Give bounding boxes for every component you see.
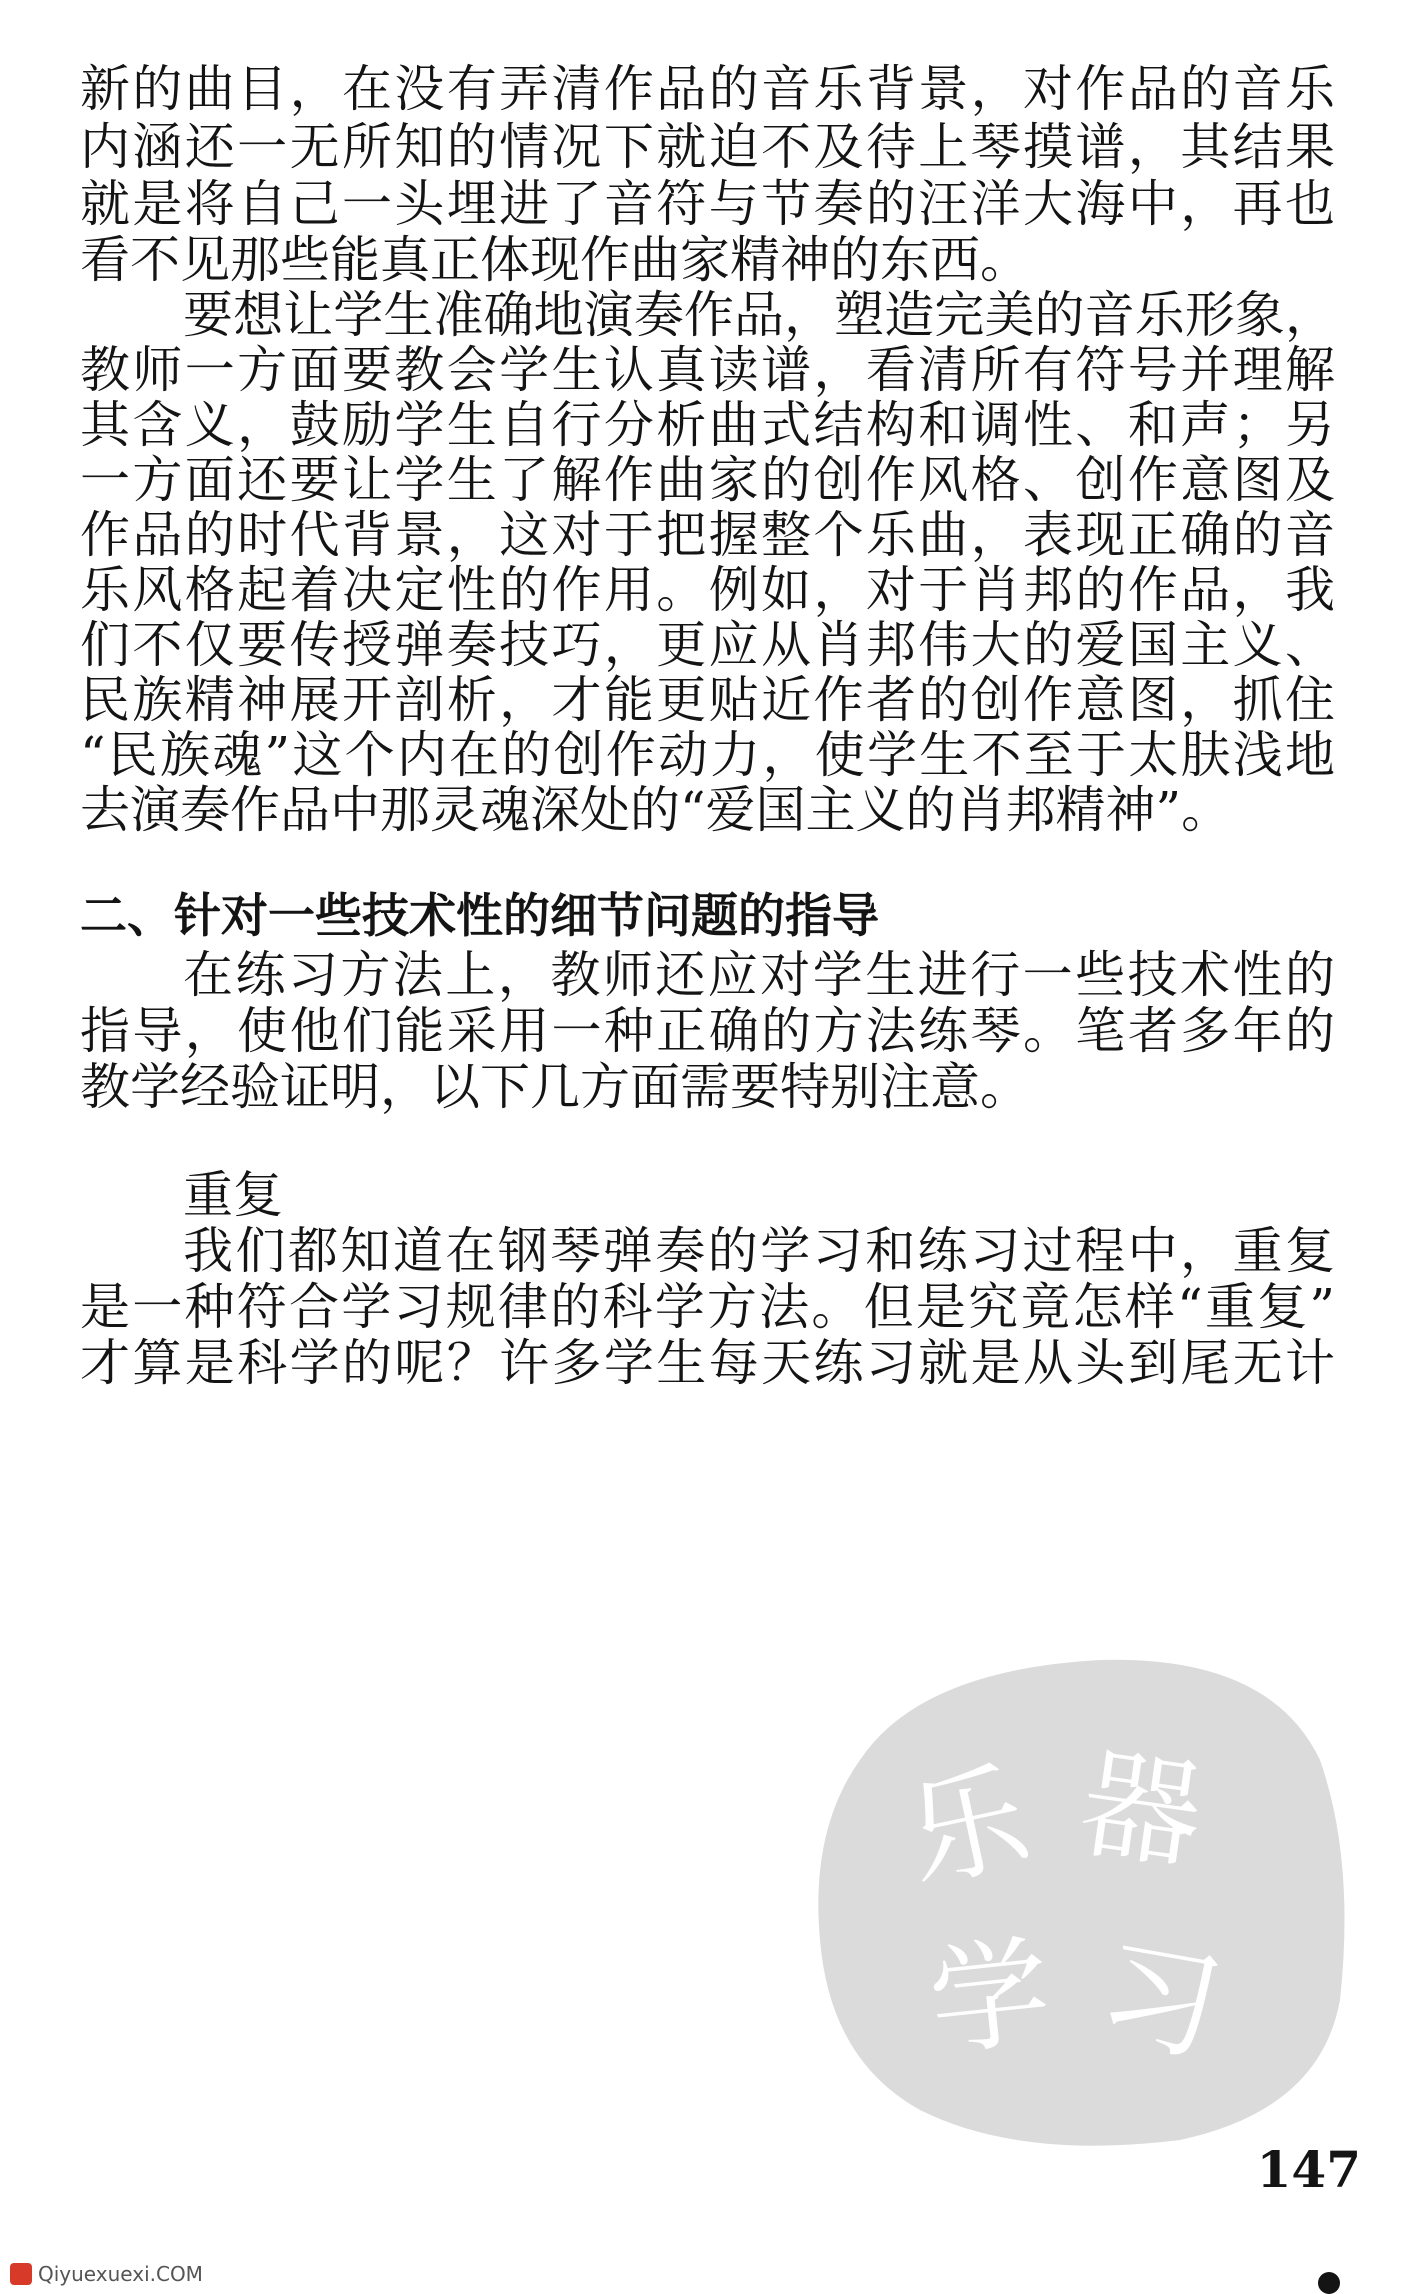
svg-text:乐: 乐 xyxy=(894,1747,1041,1909)
text-line: 一方面还要让学生了解作曲家的创作风格、创作意图及 xyxy=(80,451,1335,509)
text-line: 就是将自己一头埋进了音符与节奏的汪洋大海中，再也 xyxy=(80,175,1335,233)
svg-text:器: 器 xyxy=(1072,1733,1211,1889)
text-line: 其含义，鼓励学生自行分析曲式结构和调性、和声；另 xyxy=(80,396,1335,454)
logo-icon xyxy=(10,2263,32,2285)
text-line: 们不仅要传授弹奏技巧，更应从肖邦伟大的爱国主义、 xyxy=(80,616,1335,674)
text-line: 内涵还一无所知的情况下就迫不及待上琴摸谱，其结果 xyxy=(80,118,1335,176)
text-line: 民族精神展开剖析，才能更贴近作者的创作意图，抓住 xyxy=(80,671,1335,729)
text-line: 要想让学生准确地演奏作品，塑造完美的音乐形象， xyxy=(183,286,1335,344)
text-line: 在练习方法上，教师还应对学生进行一些技术性的 xyxy=(183,946,1335,1004)
svg-text:习: 习 xyxy=(1088,1922,1232,2081)
text-line: 才算是科学的呢？许多学生每天练习就是从头到尾无计 xyxy=(80,1334,1335,1392)
text-line: 作品的时代背景，这对于把握整个乐曲，表现正确的音 xyxy=(80,506,1335,564)
text-line: 乐风格起着决定性的作用。例如，对于肖邦的作品，我 xyxy=(80,561,1335,619)
site-watermark-text: Qiyuexuexi.COM xyxy=(38,2262,203,2286)
site-watermark xyxy=(10,2262,203,2286)
section-heading: 二、针对一些技术性的细节问题的指导 xyxy=(80,889,879,944)
page-dot-icon xyxy=(1318,2272,1340,2294)
subheading: 重复 xyxy=(183,1166,283,1224)
text-line: 我们都知道在钢琴弹奏的学习和练习过程中，重复 xyxy=(183,1222,1335,1280)
page-number: 147 xyxy=(1256,2140,1361,2199)
text-line: “民族魂”这个内在的创作动力，使学生不至于太肤浅地 xyxy=(80,726,1335,784)
text-line: 指导，使他们能采用一种正确的方法练琴。笔者多年的 xyxy=(80,1002,1335,1060)
seal-watermark-icon xyxy=(800,1640,1360,2160)
text-line: 看不见那些能真正体现作曲家精神的东西。 xyxy=(80,231,1030,289)
text-line: 是一种符合学习规律的科学方法。但是究竟怎样“重复” xyxy=(80,1278,1335,1336)
text-line: 新的曲目，在没有弄清作品的音乐背景，对作品的音乐 xyxy=(80,60,1335,118)
text-line: 去演奏作品中那灵魂深处的“爱国主义的肖邦精神”。 xyxy=(80,781,1232,839)
svg-text:学: 学 xyxy=(922,1923,1057,2074)
text-line: 教师一方面要教会学生认真读谱，看清所有符号并理解 xyxy=(80,341,1335,399)
text-line: 教学经验证明，以下几方面需要特别注意。 xyxy=(80,1058,1030,1116)
